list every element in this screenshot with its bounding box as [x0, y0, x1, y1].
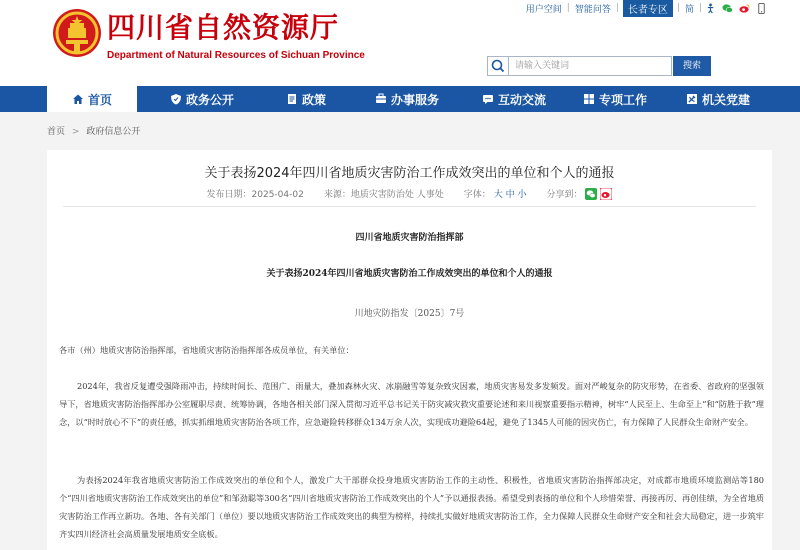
article-title: 关于表扬2024年四川省地质灾害防治工作成效突出的单位和个人的通报 [204, 166, 615, 181]
breadcrumb-home-link[interactable]: 首页 [47, 127, 66, 137]
nav-item-home[interactable] [47, 86, 137, 112]
nav-item-services[interactable] [375, 86, 439, 112]
breadcrumb [47, 124, 140, 137]
nav-item-gov-affairs[interactable] [170, 86, 234, 112]
body-paragraph: 2024年，我省反复遭受强降雨冲击，持续时间长、范围广、雨量大，叠加森林火灾、冰崩融雪等复杂致灾因素，地质灾害易发多发频发。面对严峻复杂的防灾形势，在省委、省政府的坚强领导下，省地质灾害防治指挥部办公室履职尽责、统筹协调，各地各相关部门深入贯彻习近平总书记关于防灾减灾救灾重要论述和来川视察重要指示精神，树牢“人民至上、生命至上”和“防胜于救”理念，以“时时放心不下”的责任感，抓实抓细地质灾害防治各项工作，应急避险转移群众134万余人次，实现成功避险64起，避免了1345人可能的因灾伤亡，有力保障了人民群众生命财产安全。 [59, 381, 764, 427]
breadcrumb-separator: > [71, 127, 80, 137]
search-input[interactable] [509, 56, 672, 76]
document-number: 川地灾防指发〔2025〕7号 [354, 309, 465, 319]
national-emblem-icon [52, 8, 102, 58]
nav-item-interaction[interactable] [482, 86, 546, 112]
source-value: 地质灾害防治处 人事处 [350, 190, 444, 200]
weibo-share-icon[interactable] [600, 188, 612, 200]
wechat-share-icon[interactable] [585, 188, 597, 200]
font-size-selector [464, 187, 527, 200]
font-size-label: 字体： [463, 190, 491, 200]
share-label: 分享到： [546, 190, 583, 200]
divider [63, 206, 756, 207]
article-panel [47, 150, 772, 550]
divider: | [676, 3, 680, 13]
elder-zone-button[interactable]: 长者专区 [623, 0, 673, 17]
breadcrumb-current-link[interactable]: 政府信息公开 [86, 127, 141, 137]
publish-date-label: 发布日期： [206, 190, 252, 200]
main-nav [0, 86, 800, 112]
simplified-chinese-link[interactable]: 简 [684, 4, 694, 15]
nav-item-label: 互动交流 [498, 92, 547, 107]
nav-item-label: 机关党建 [702, 92, 751, 107]
share [546, 187, 612, 200]
site-subtitle: Department of Natural Resources of Sichuan Province [107, 50, 365, 61]
work-icon [583, 93, 595, 105]
issuing-org: 四川省地质灾害防治指挥部 [355, 233, 464, 243]
search-button[interactable]: 搜索 [673, 56, 711, 76]
home-icon [72, 93, 84, 105]
user-space-link[interactable]: 用户空间 [525, 4, 562, 15]
wechat-icon[interactable] [722, 3, 733, 14]
nav-item-label: 专项工作 [599, 92, 648, 107]
smart-qa-link[interactable]: 智能问答 [574, 4, 611, 15]
source [324, 187, 444, 200]
search-icon[interactable] [487, 56, 509, 76]
site-header [0, 0, 800, 86]
accessibility-icon[interactable] [705, 3, 716, 14]
nav-item-label: 办事服务 [391, 92, 440, 107]
nav-item-policy[interactable] [286, 86, 326, 112]
top-links [521, 0, 770, 16]
nav-item-label: 政策 [302, 92, 327, 107]
salutation: 各市（州）地质灾害防治指挥部，省地质灾害防治指挥部各成员单位，有关单位： [59, 345, 354, 355]
mobile-icon[interactable] [756, 3, 767, 14]
document-icon [286, 93, 298, 105]
nav-item-party[interactable] [686, 86, 750, 112]
party-icon [686, 93, 698, 105]
publish-date [207, 187, 304, 200]
divider: | [566, 3, 570, 13]
chat-icon [482, 93, 494, 105]
site-title[interactable]: 四川省自然资源厅 [107, 11, 340, 44]
weibo-icon[interactable] [739, 3, 750, 14]
nav-item-label: 政务公开 [186, 92, 235, 107]
publish-date-value: 2025-04-02 [251, 190, 304, 200]
nav-item-special-work[interactable] [583, 86, 647, 112]
body-paragraph: 为表扬2024年我省地质灾害防治工作成效突出的单位和个人，激发广大干部群众投身地质灾害防治工作的主动性、积极性，省地质灾害防治指挥部决定，对成都市地质环境监测站等180个“四川省地质灾害防治工作成效突出的单位”和邹劲聪等300名“四川省地质灾害防治工作成效突出的个人”予以通报表扬。希望受到表扬的单位和个人珍惜荣誉、再接再厉、再创佳绩，为全省地质灾害防治工作再立新功。各地、各有关部门（单位）要以地质灾害防治工作成效突出的典型为榜样，持续扎实做好地质灾害防治工作，全力保障人民群众生命财产安全和社会大局稳定，进一步筑牢齐实四川经济社会高质量发展地质安全底板。 [59, 475, 764, 539]
service-icon [375, 93, 387, 105]
article-meta [47, 187, 772, 200]
shield-icon [170, 93, 182, 105]
divider: | [698, 3, 702, 13]
source-label: 来源： [323, 190, 351, 200]
font-size-options[interactable]: 大 中 小 [493, 190, 527, 200]
divider: | [615, 3, 619, 13]
document-title: 关于表扬2024年四川省地质灾害防治工作成效突出的单位和个人的通报 [266, 269, 553, 279]
nav-item-label: 首页 [87, 92, 112, 107]
